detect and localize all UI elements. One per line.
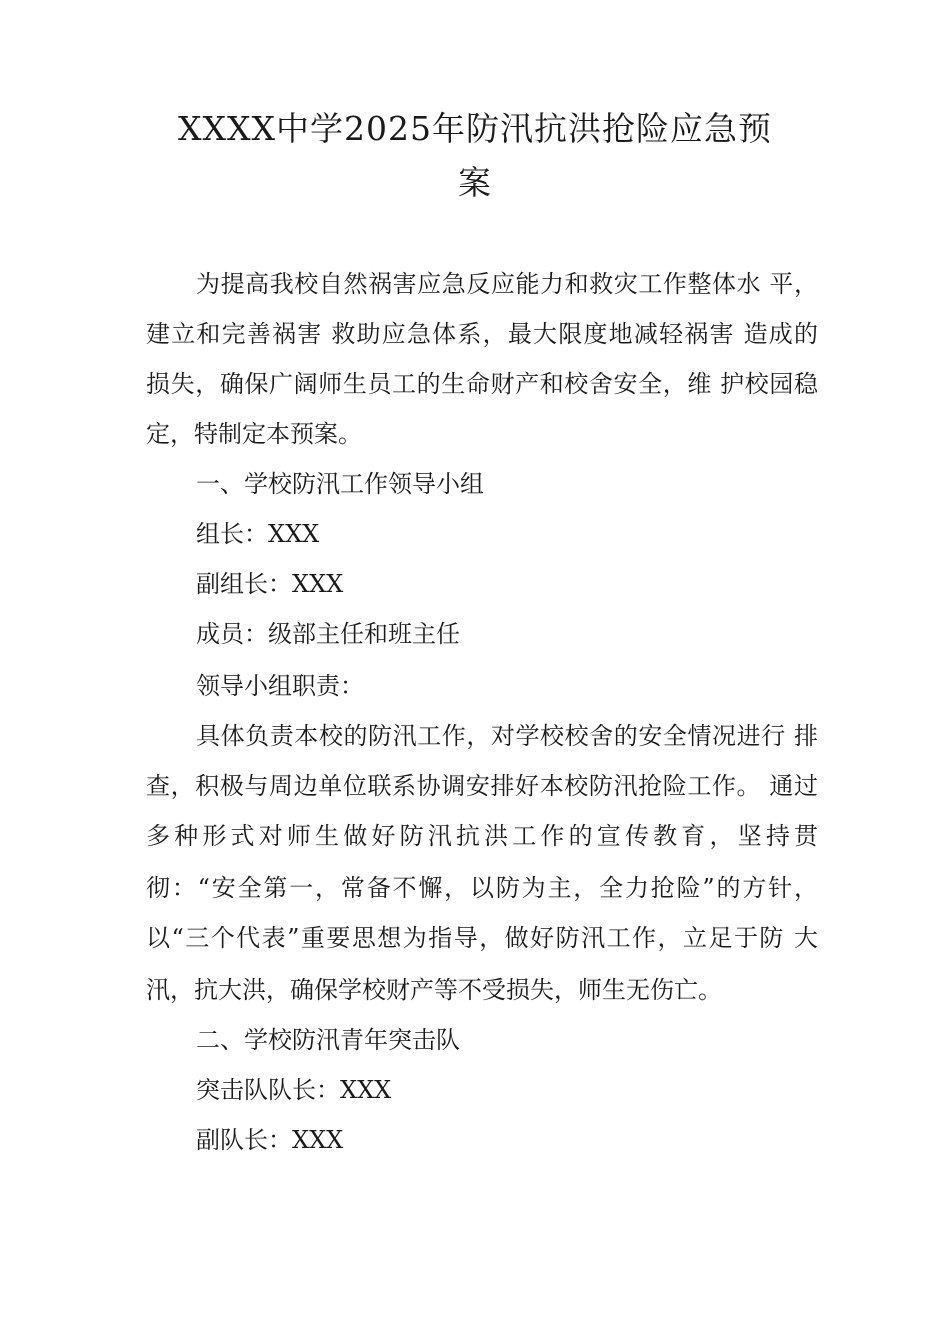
squad-leader: 突击队队长：XXX	[196, 1076, 392, 1104]
group-leader: 组长：XXX	[196, 520, 320, 548]
duties-line-3: 多种形式对师生做好防汛抗洪工作的宣传教育，坚持贯	[146, 822, 818, 850]
document-title-line-1: XXXX中学2025年防汛抗洪抢险应急预	[178, 109, 772, 148]
intro-line-4: 定，特制定本预案。	[146, 420, 362, 448]
group-members: 成员：级部主任和班主任	[196, 620, 460, 648]
intro-line-1: 为提高我校自然祸害应急反应能力和救灾工作整体水 平，	[196, 270, 818, 298]
duties-line-6: 汛，抗大洪，确保学校财产等不受损失，师生无伤亡。	[146, 976, 722, 1004]
intro-line-2: 建立和完善祸害 救助应急体系，最大限度地减轻祸害 造成的	[146, 320, 818, 348]
duties-label: 领导小组职责：	[196, 672, 364, 700]
intro-line-3: 损失，确保广阔师生员工的生命财产和校舍安全，维 护校园稳	[146, 370, 818, 398]
section-2-heading: 二、学校防汛青年突击队	[196, 1026, 460, 1054]
duties-line-1: 具体负责本校的防汛工作，对学校校舍的安全情况进行 排	[196, 722, 818, 750]
document-title-line-2: 案	[458, 163, 492, 202]
duties-line-2: 查，积极与周边单位联系协调安排好本校防汛抢险工作。 通过	[146, 772, 818, 800]
section-1-heading: 一、学校防汛工作领导小组	[196, 470, 484, 498]
duties-line-5: 以“三个代表”重要思想为指导，做好防汛工作，立足于防 大	[146, 924, 818, 952]
squad-vice-leader: 副队长：XXX	[196, 1126, 344, 1154]
duties-line-4: 彻：“安全第一，常备不懈，以防为主，全力抢险”的方针，	[146, 874, 818, 902]
group-vice-leader: 副组长：XXX	[196, 570, 344, 598]
